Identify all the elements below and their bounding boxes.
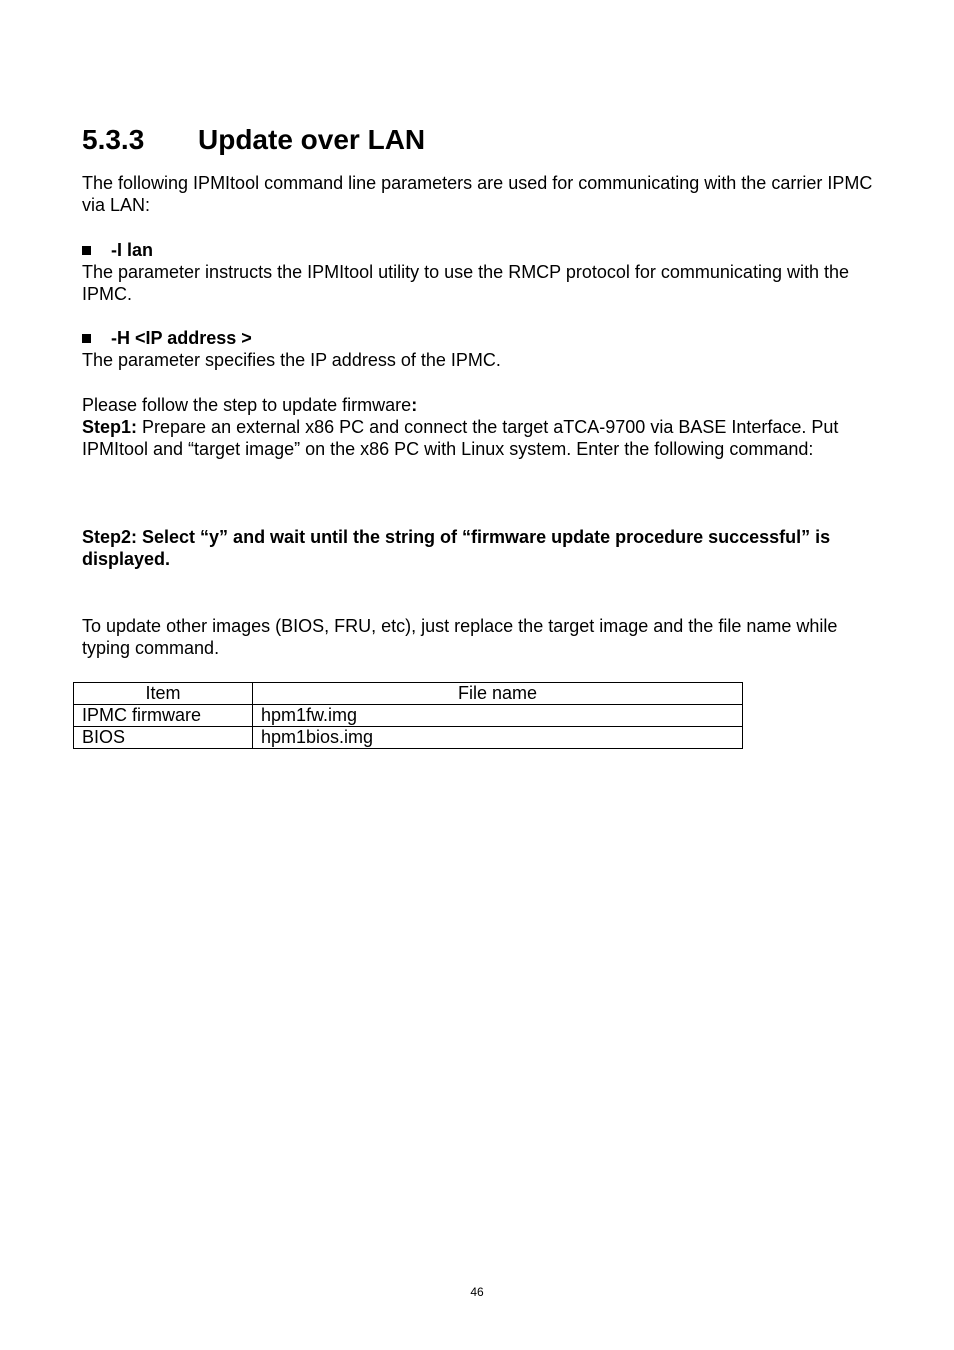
table-cell-item: IPMC firmware bbox=[74, 705, 253, 727]
param-lan-description: The parameter instructs the IPMItool utility to use the RMCP protocol for communicating with the IPMC. bbox=[82, 262, 849, 304]
step1-label: Step1: bbox=[82, 417, 138, 437]
table-cell-item: BIOS bbox=[74, 727, 253, 749]
square-bullet-icon bbox=[82, 246, 91, 255]
table-cell-file-name: hpm1fw.img bbox=[253, 705, 743, 727]
section-heading bbox=[82, 120, 425, 160]
param-lan-heading bbox=[82, 239, 153, 261]
file-table bbox=[73, 682, 743, 749]
table-header-row bbox=[74, 683, 743, 705]
steps-lead-colon: : bbox=[411, 395, 418, 415]
page-number: 46 bbox=[470, 1285, 484, 1299]
step1-paragraph bbox=[82, 416, 872, 460]
step1-text: Prepare an external x86 PC and connect the target aTCA-9700 via BASE Interface. Put IPMItool and “target image” on the x86 PC with Linux system. Enter the following command: bbox=[82, 417, 839, 459]
param-lan-name: -I lan bbox=[111, 240, 154, 260]
column-header-item: Item bbox=[74, 683, 253, 705]
column-header-file-name: File name bbox=[253, 683, 743, 705]
param-host-description: The parameter specifies the IP address of the IPMC. bbox=[82, 350, 501, 370]
param-host-heading bbox=[82, 327, 252, 349]
steps-lead-text: Please follow the step to update firmware bbox=[82, 395, 412, 415]
step2-paragraph: Step2: Select “y” and wait until the string of “firmware update procedure successful” is displayed. bbox=[82, 527, 831, 569]
table-cell-file-name: hpm1bios.img bbox=[253, 727, 743, 749]
steps-lead bbox=[82, 394, 882, 416]
intro-paragraph: The following IPMItool command line parameters are used for communicating with the carrier IPMC via LAN: bbox=[82, 173, 873, 215]
section-number: 5.3.3 bbox=[82, 124, 145, 155]
other-images-paragraph: To update other images (BIOS, FRU, etc), just replace the target image and the file name while typing command. bbox=[82, 616, 838, 658]
square-bullet-icon bbox=[82, 334, 91, 343]
section-title: Update over LAN bbox=[198, 124, 426, 155]
table-row bbox=[74, 727, 743, 749]
param-host-name: -H <IP address > bbox=[111, 328, 252, 348]
table-row bbox=[74, 705, 743, 727]
